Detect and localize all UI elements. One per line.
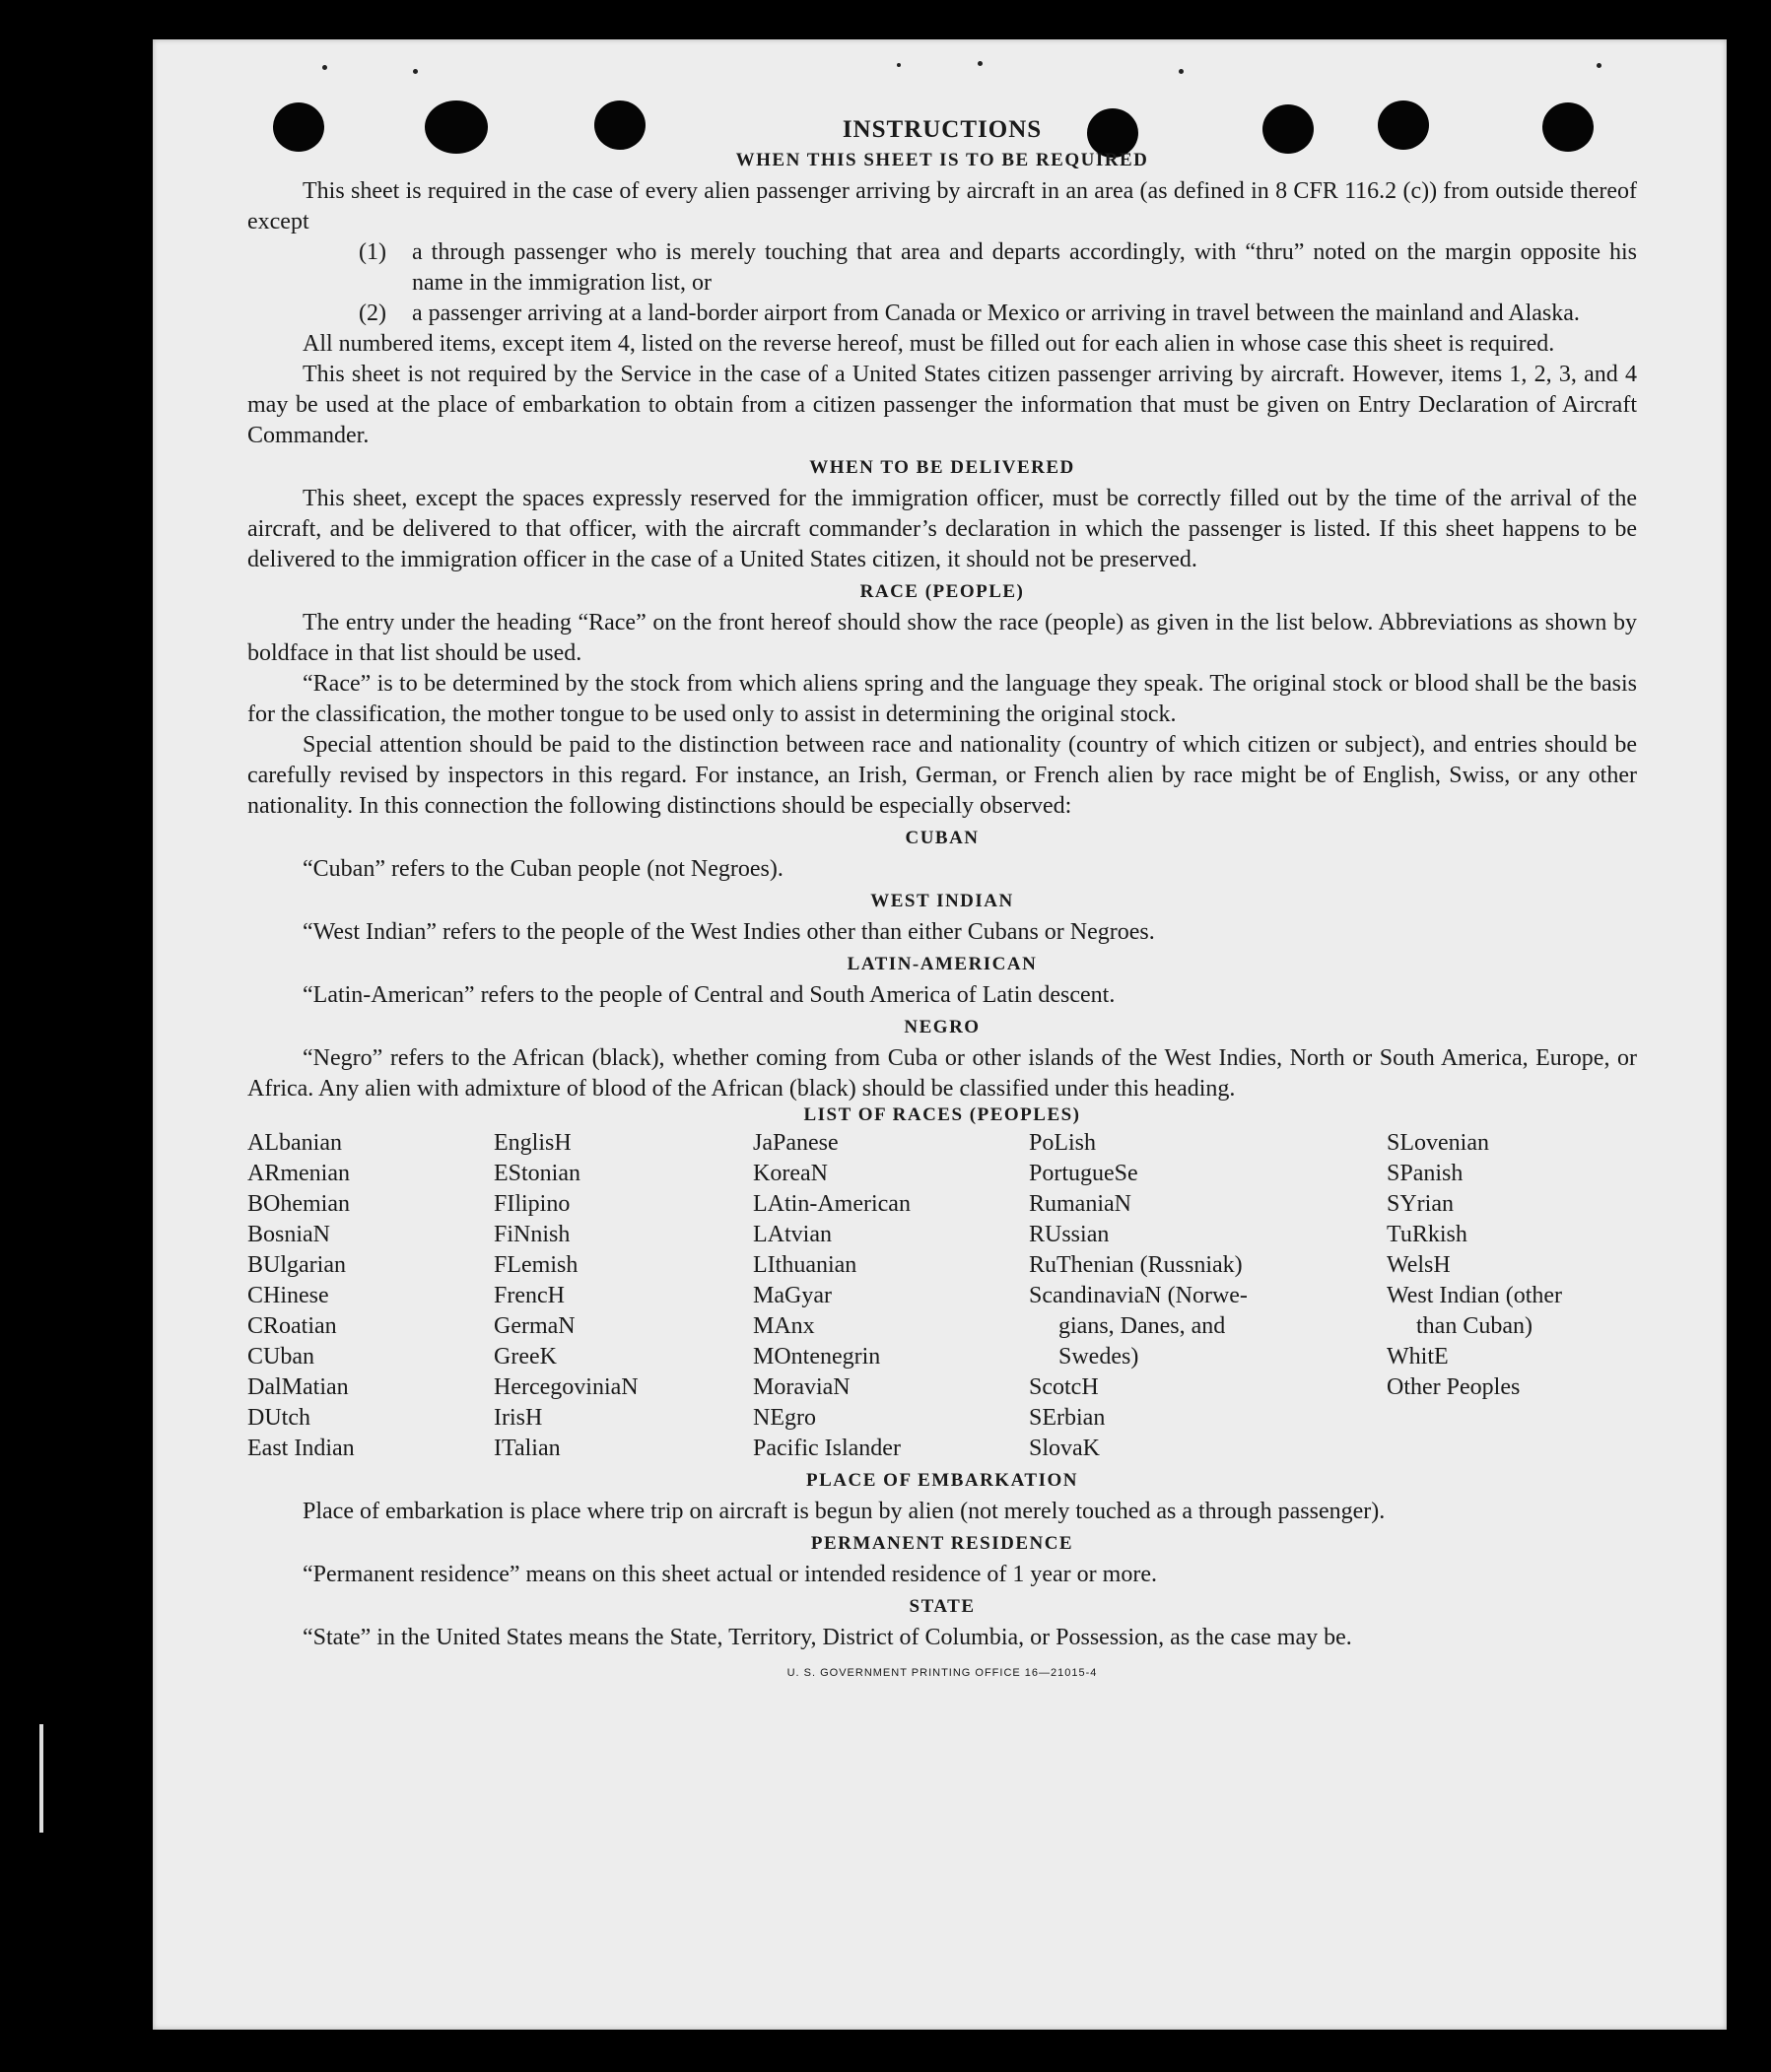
race-entry: Other Peoples xyxy=(1387,1374,1521,1400)
paragraph: “Cuban” refers to the Cuban people (not Negroes). xyxy=(303,856,783,882)
paragraph: “West Indian” refers to the people of the West Indies other than either Cubans or Negroes. xyxy=(303,919,1155,945)
race-entry: CHinese xyxy=(247,1283,329,1308)
section-heading: LIST OF RACES (PEOPLES) xyxy=(803,1104,1081,1125)
paragraph: “Latin-American” refers to the people of Central and South America of Latin descent. xyxy=(303,982,1116,1008)
section-heading: WEST INDIAN xyxy=(870,891,1014,911)
race-entry: PoLish xyxy=(1029,1130,1097,1156)
races-column xyxy=(1387,1128,1633,1464)
race-entry: ScandinaviaN (Norwe- xyxy=(1029,1283,1248,1308)
race-entry: GermaN xyxy=(494,1313,576,1339)
race-entry: BosniaN xyxy=(247,1222,330,1247)
section-heading: WHEN THIS SHEET IS TO BE REQUIRED xyxy=(735,150,1149,170)
list-item-number: (1) xyxy=(359,239,386,265)
race-entry: LAtin-American xyxy=(753,1191,911,1217)
list-item-text: a passenger arriving at a land-border airport from Canada or Mexico or arriving in travel between the mainland and Alaska. xyxy=(412,301,1580,326)
paragraph: “State” in the United States means the State, Territory, District of Columbia, or Possession, as the case may be. xyxy=(303,1625,1352,1650)
document-page xyxy=(153,39,1727,2030)
paragraph: The entry under the heading “Race” on the front hereof should show the race (people) as given in the list below. Abbreviations as shown by boldface in that list should be used. xyxy=(247,610,1637,666)
section-heading: WHEN TO BE DELIVERED xyxy=(809,457,1075,478)
section-heading: RACE (PEOPLE) xyxy=(859,581,1025,602)
race-entry: WhitE xyxy=(1387,1344,1449,1370)
race-entry: WelsH xyxy=(1387,1252,1451,1278)
race-entry: BOhemian xyxy=(247,1191,350,1217)
race-entry: FIlipino xyxy=(494,1191,571,1217)
race-entry: SlovaK xyxy=(1029,1436,1100,1461)
race-entry: KoreaN xyxy=(753,1161,828,1186)
race-entry: CRoatian xyxy=(247,1313,337,1339)
race-entry: FLemish xyxy=(494,1252,579,1278)
section-heading: PLACE OF EMBARKATION xyxy=(806,1470,1078,1491)
paragraph: This sheet, except the spaces expressly reserved for the immigration officer, must be correctly filled out by the time of the arrival of the aircraft, and be delivered to that officer, with the aircraft commander’s declaration in which the passenger is listed. If this sheet happens to be delivered to the immigration officer in the case of a United States citizen, it should not be preserved. xyxy=(247,486,1637,572)
races-column xyxy=(753,1128,1029,1464)
race-entry: LIthuanian xyxy=(753,1252,857,1278)
section-heading: LATIN-AMERICAN xyxy=(847,954,1038,974)
race-entry: GreeK xyxy=(494,1344,557,1370)
list-item-text: a through passenger who is merely touching that area and departs accordingly, with “thru” noted on the margin opposite his name in the immigration list, or xyxy=(412,239,1637,296)
paragraph: All numbered items, except item 4, listed on the reverse hereof, must be filled out for each alien in whose case this sheet is required. xyxy=(303,331,1555,357)
paragraph: Special attention should be paid to the distinction between race and nationality (country of which citizen or subject), and entries should be carefully revised by inspectors in this regard. For instance, an Irish, German, or French alien by race might be of English, Swiss, or any other nationality. In this connection the following distinctions should be especially observed: xyxy=(247,732,1637,819)
race-entry: ITalian xyxy=(494,1436,561,1461)
paragraph: “Permanent residence” means on this sheet actual or intended residence of 1 year or more. xyxy=(303,1562,1157,1587)
scan-artifact xyxy=(39,1724,43,1833)
section-heading: CUBAN xyxy=(905,828,980,848)
race-entry: SErbian xyxy=(1029,1405,1106,1431)
paragraph: “Race” is to be determined by the stock from which aliens spring and the language they speak. The original stock or blood shall be the basis for the classification, the mother tongue to be used only to assist in determining the original stock. xyxy=(247,671,1637,727)
race-entry: RumaniaN xyxy=(1029,1191,1131,1217)
races-column xyxy=(1029,1128,1387,1464)
paragraph: This sheet is required in the case of every alien passenger arriving by aircraft in an area (as defined in 8 CFR 116.2 (c)) from outside thereof except xyxy=(247,178,1637,234)
races-column xyxy=(247,1128,494,1464)
race-entry: PortugueSe xyxy=(1029,1161,1138,1186)
race-entry: MAnx xyxy=(753,1313,815,1339)
section-heading: NEGRO xyxy=(904,1017,981,1037)
race-entry: BUlgarian xyxy=(247,1252,346,1278)
races-column xyxy=(494,1128,753,1464)
race-entry: HercegoviniaN xyxy=(494,1374,639,1400)
race-entry: ALbanian xyxy=(247,1130,342,1156)
race-entry: NEgro xyxy=(753,1405,816,1431)
list-item xyxy=(247,299,1637,329)
race-entry: ScotcH xyxy=(1029,1374,1099,1400)
instructions-body xyxy=(247,116,1637,1679)
race-entry: SYrian xyxy=(1387,1191,1454,1217)
race-entry: West Indian (other xyxy=(1387,1283,1563,1308)
race-entry: East Indian xyxy=(247,1436,355,1461)
paragraph: Place of embarkation is place where trip on aircraft is begun by alien (not merely touched as a through passenger). xyxy=(303,1499,1386,1524)
race-entry: DUtch xyxy=(247,1405,310,1431)
printing-office-footer: U. S. GOVERNMENT PRINTING OFFICE 16—21015-4 xyxy=(786,1667,1098,1679)
list-item-number: (2) xyxy=(359,301,386,326)
race-entry: LAtvian xyxy=(753,1222,832,1247)
race-entry: CUban xyxy=(247,1344,314,1370)
list-item xyxy=(247,237,1637,299)
race-entry: FiNnish xyxy=(494,1222,571,1247)
race-entry: RuThenian (Russniak) xyxy=(1029,1252,1243,1278)
race-entry: MoraviaN xyxy=(753,1374,851,1400)
race-entry: TuRkish xyxy=(1387,1222,1467,1247)
races-list xyxy=(247,1128,1637,1464)
paragraph: This sheet is not required by the Service in the case of a United States citizen passenger arriving by aircraft. However, items 1, 2, 3, and 4 may be used at the place of embarkation to obtain from a citizen passenger the information that must be given on Entry Declaration of Aircraft Commander. xyxy=(247,362,1637,448)
race-entry: SLovenian xyxy=(1387,1130,1489,1156)
race-entry: DalMatian xyxy=(247,1374,349,1400)
race-entry: RUssian xyxy=(1029,1222,1110,1247)
race-entry: EStonian xyxy=(494,1161,580,1186)
race-entry: MOntenegrin xyxy=(753,1344,881,1370)
race-entry: JaPanese xyxy=(753,1130,839,1156)
race-entry: EnglisH xyxy=(494,1130,572,1156)
race-entry: ARmenian xyxy=(247,1161,350,1186)
document-title: INSTRUCTIONS xyxy=(842,116,1043,143)
paragraph: “Negro” refers to the African (black), whether coming from Cuba or other islands of the West Indies, North or South America, Europe, or Africa. Any alien with admixture of blood of the African (black) should be classified under this heading. xyxy=(247,1045,1637,1102)
race-entry: IrisH xyxy=(494,1405,543,1431)
race-entry: MaGyar xyxy=(753,1283,832,1308)
race-entry: gians, Danes, and xyxy=(1058,1313,1226,1339)
race-entry: than Cuban) xyxy=(1416,1313,1533,1339)
section-heading: PERMANENT RESIDENCE xyxy=(810,1533,1074,1554)
race-entry: Pacific Islander xyxy=(753,1436,901,1461)
section-heading: STATE xyxy=(909,1596,976,1617)
race-entry: SPanish xyxy=(1387,1161,1464,1186)
race-entry: Swedes) xyxy=(1058,1344,1139,1370)
race-entry: FrencH xyxy=(494,1283,565,1308)
